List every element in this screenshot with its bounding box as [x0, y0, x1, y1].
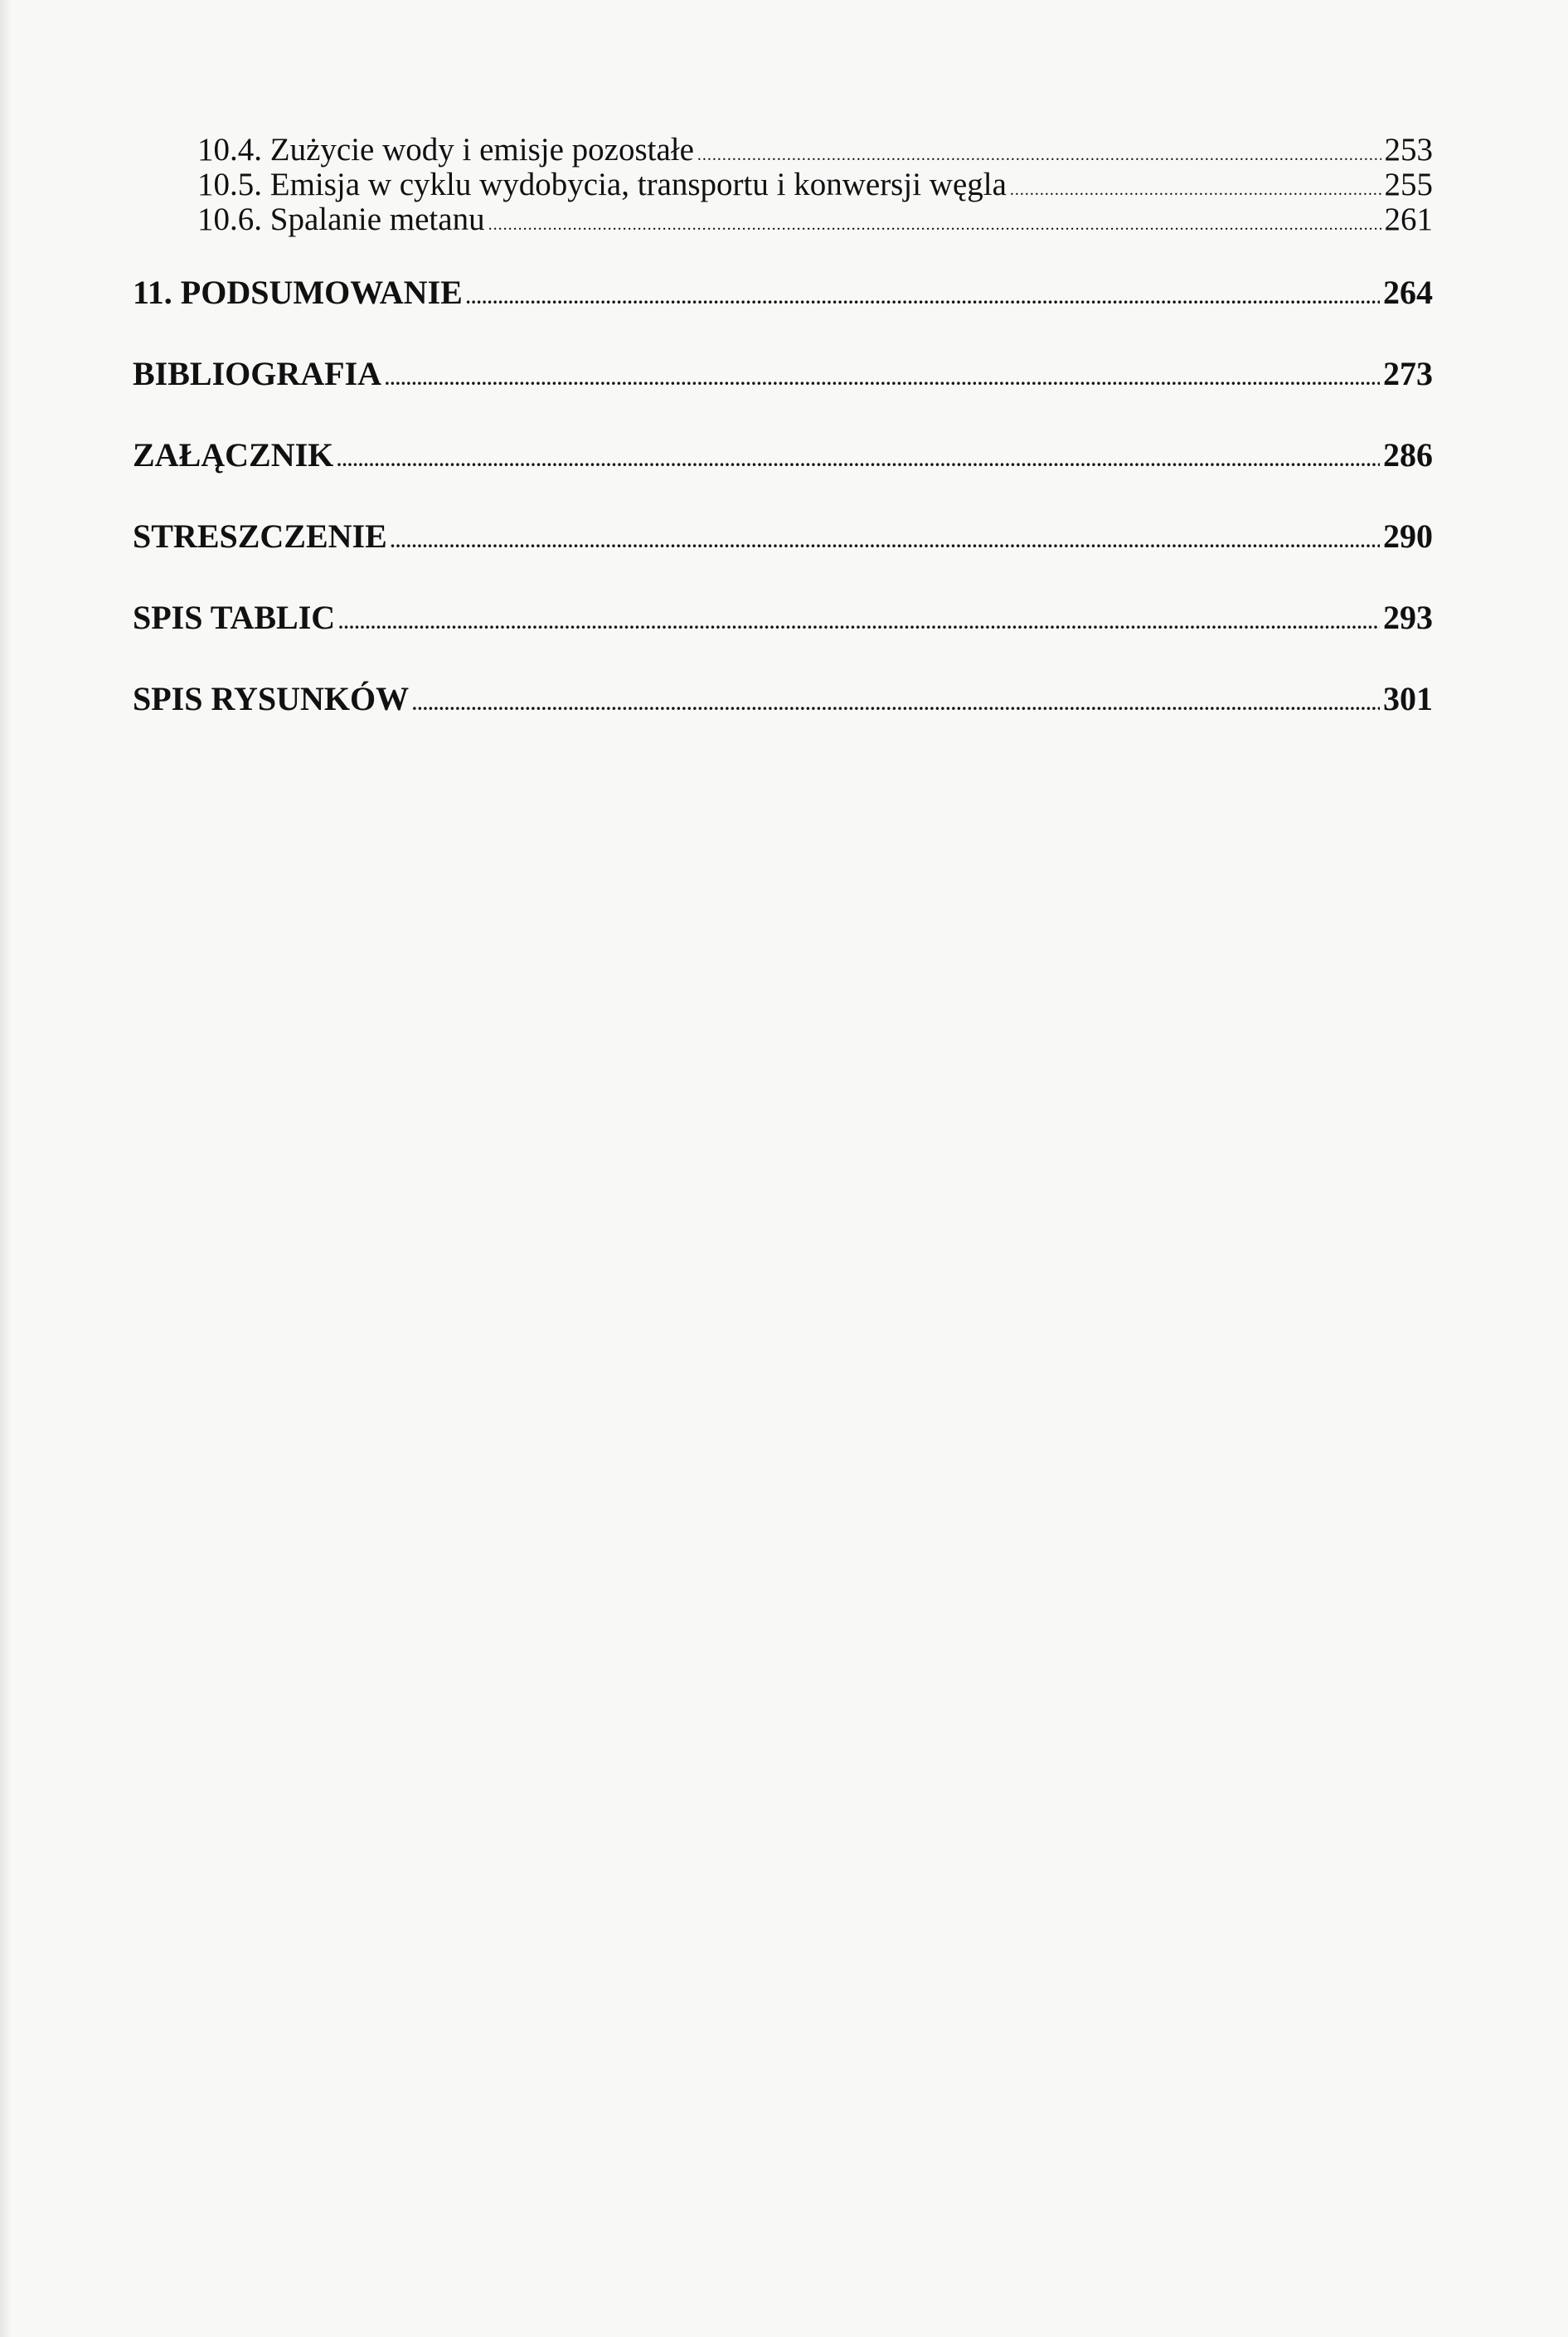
dot-leader — [412, 685, 1380, 723]
toc-entry-page: 286 — [1383, 436, 1433, 474]
toc-entry-spis-tablic[interactable] — [133, 599, 1433, 637]
table-of-contents — [133, 133, 1433, 718]
toc-entry-label: 10.4. Zużycie wody i emisje pozostałe — [197, 132, 694, 168]
toc-entry-page: 255 — [1384, 167, 1433, 202]
toc-entry-label: ZAŁĄCZNIK — [133, 436, 334, 474]
toc-entry-spis-rysunkow[interactable] — [133, 680, 1433, 718]
page-edge-shadow — [0, 0, 12, 2337]
toc-entry-page: 290 — [1383, 517, 1433, 555]
toc-entry-10-6[interactable] — [197, 202, 1433, 237]
toc-entry-label: 10.5. Emisja w cyklu wydobycia, transportu i konwersji węgla — [197, 167, 1007, 202]
toc-entry-bibliografia[interactable] — [133, 355, 1433, 393]
toc-entry-10-5[interactable] — [197, 168, 1433, 202]
toc-entry-page: 264 — [1383, 274, 1433, 311]
dot-leader — [337, 441, 1380, 479]
dot-leader — [488, 207, 1381, 242]
toc-entry-label: SPIS RYSUNKÓW — [133, 680, 410, 717]
dot-leader — [385, 360, 1380, 398]
toc-entry-page: 293 — [1383, 599, 1433, 636]
toc-entry-label: STRESZCZENIE — [133, 517, 387, 555]
toc-entry-page: 301 — [1383, 680, 1433, 717]
toc-entry-streszczenie[interactable] — [133, 517, 1433, 556]
toc-entry-label: BIBLIOGRAFIA — [133, 355, 382, 392]
dot-leader — [338, 604, 1380, 642]
dot-leader — [391, 522, 1380, 561]
toc-entry-page: 273 — [1383, 355, 1433, 392]
toc-entry-zalacznik[interactable] — [133, 436, 1433, 474]
toc-entry-10-4[interactable] — [197, 133, 1433, 168]
toc-entry-label: 10.6. Spalanie metanu — [197, 202, 485, 237]
toc-entry-label: 11. PODSUMOWANIE — [133, 274, 463, 311]
toc-entry-podsumowanie[interactable] — [133, 274, 1433, 312]
toc-entry-page: 253 — [1384, 132, 1433, 168]
toc-entry-label: SPIS TABLIC — [133, 599, 336, 636]
toc-entry-page: 261 — [1384, 202, 1433, 237]
dot-leader — [466, 279, 1380, 317]
